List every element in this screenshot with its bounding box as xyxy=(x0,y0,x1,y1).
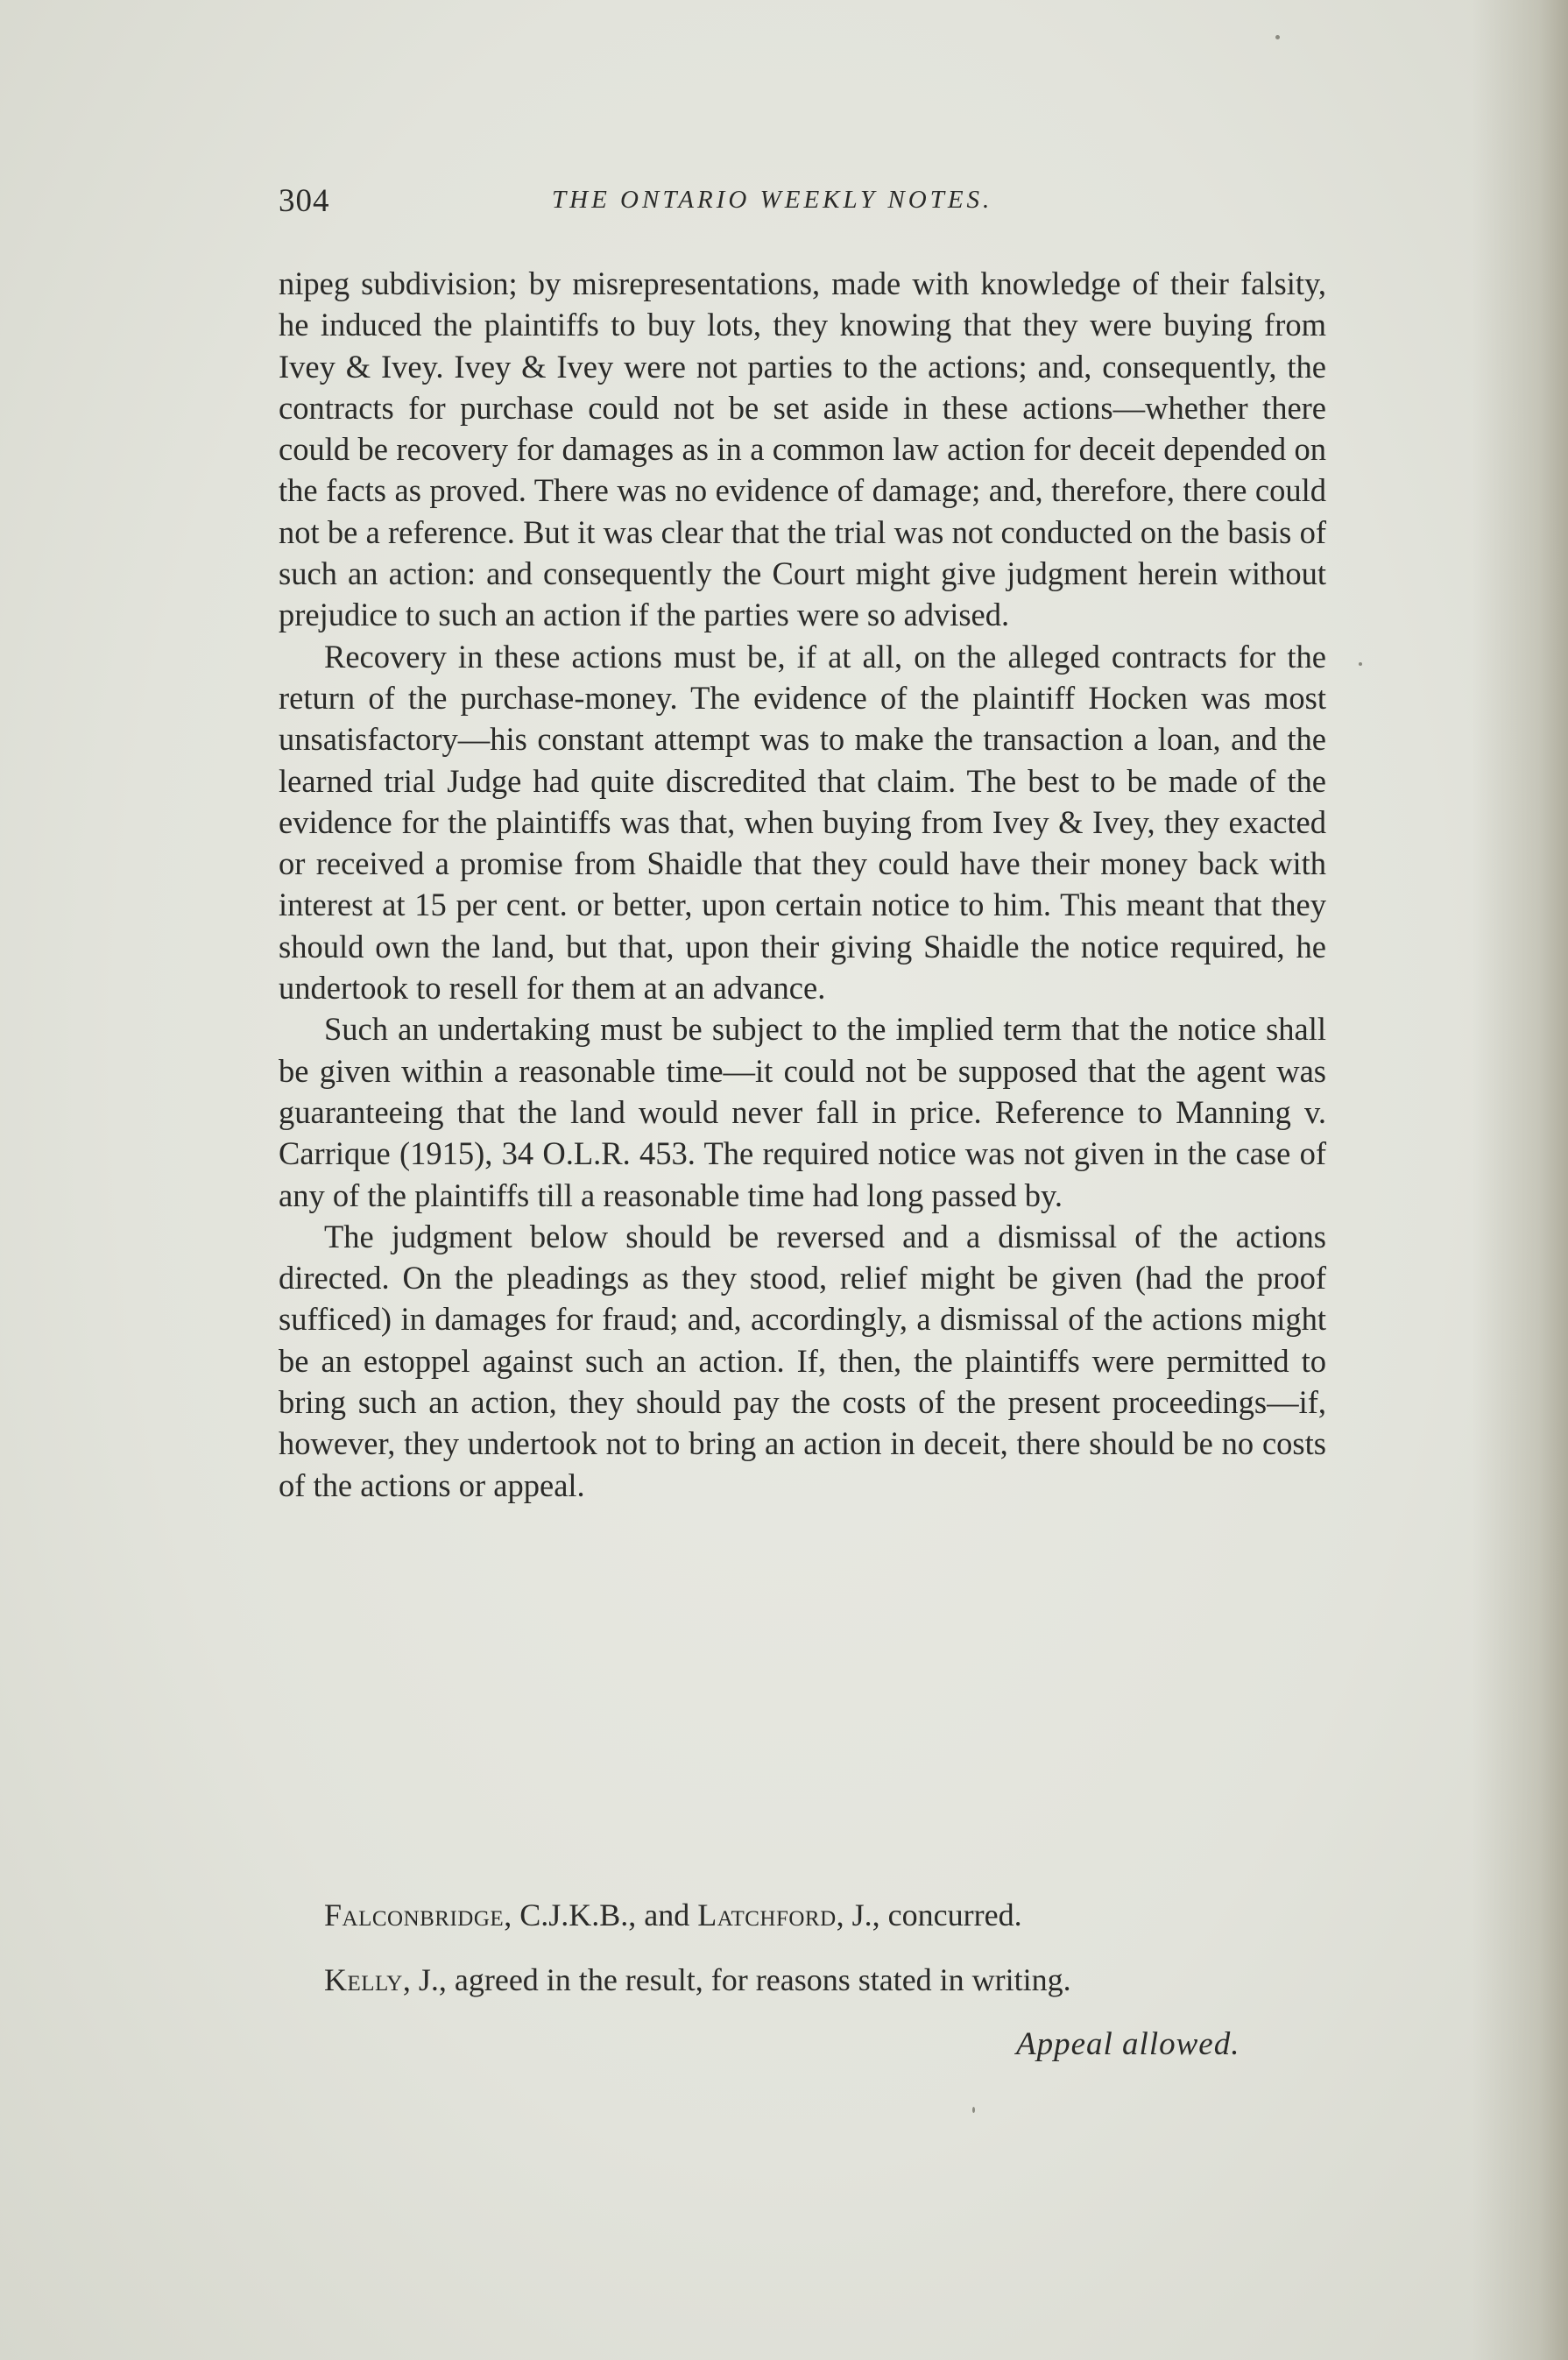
kelly-text: , J., agreed in the result, for reasons stated in writing. xyxy=(402,1962,1071,1997)
concurrence-text: , J., concurred. xyxy=(836,1897,1022,1933)
running-head: THE ONTARIO WEEKLY NOTES. xyxy=(552,186,993,214)
paper-speck xyxy=(972,2107,975,2113)
paragraph: Such an undertaking must be subject to the implied term that the notice shall be given within a reasonable time—it could not be supposed that the agent was guaranteeing that the land would never fall in price. Reference to Manning v. Carrique (1915), 34 O.L.R. 453. The required notice was not given in the case of any of the plaintiffs till a reasonable time had long passed by. xyxy=(279,1011,1326,1213)
paragraph: Recovery in these actions must be, if at all, on the alleged contracts for the return of the purchase-money. The evidence of the plaintiff Hocken was most unsatisfactory—his constant attempt was to make the transaction a loan, and the learned trial Judge had quite discredited that claim. The best to be made of the evidence for the plaintiffs was that, when buying from Ivey & Ivey, they exacted or received a promise from Shaidle that they could have their money back with interest at 15 per cent. or better, upon certain notice to him. This meant that they should own the land, but that, upon their giving Shaidle the notice required, he undertook to resell for them at an advance. xyxy=(279,638,1326,1007)
judge-name: Kelly xyxy=(324,1962,403,1997)
disposition: Appeal allowed. xyxy=(1016,2026,1240,2062)
judge-name: Falconbridge xyxy=(324,1897,505,1933)
page-header xyxy=(279,182,1330,235)
concurrence-line xyxy=(324,1895,1022,1936)
paper-speck xyxy=(1359,662,1362,666)
kelly-line xyxy=(324,1960,1071,2001)
page-number: 304 xyxy=(279,183,330,219)
paragraph: nipeg subdivision; by misrepresentations, made with knowledge of their falsity, he induced the plaintiffs to buy lots, they knowing that they were buying from Ivey & Ivey. Ivey & Ivey were not parties to the actions; and, consequently, the contracts for purchase could not be set aside in these actions—whether there could be recovery for damages as in a common law action for deceit depended on the facts as proved. There was no evidence of damage; and, therefore, there could not be a reference. But it was clear that the trial was not conducted on the basis of such an action: and consequently the Court might give judgment herein without prejudice to such an action if the parties were so advised. xyxy=(279,265,1326,633)
paper-speck xyxy=(1275,35,1280,39)
body-text xyxy=(279,263,1326,1506)
page-edge-shadow xyxy=(1472,0,1568,2360)
judge-name: Latchford xyxy=(697,1897,837,1933)
paragraph: The judgment below should be reversed and a dismissal of the actions directed. On the pleadings as they stood, relief might be given (had the proof sufficed) in damages for fraud; and, accordingly, a dismissal of the actions might be an estoppel against such an action. If, then, the plaintiffs were permitted to bring such an action, they should pay the costs of the present proceedings—if, however, they undertook not to bring an action in deceit, there should be no costs of the actions or appeal. xyxy=(279,1218,1326,1503)
concurrence-text: , C.J.K.B., and xyxy=(504,1897,698,1933)
